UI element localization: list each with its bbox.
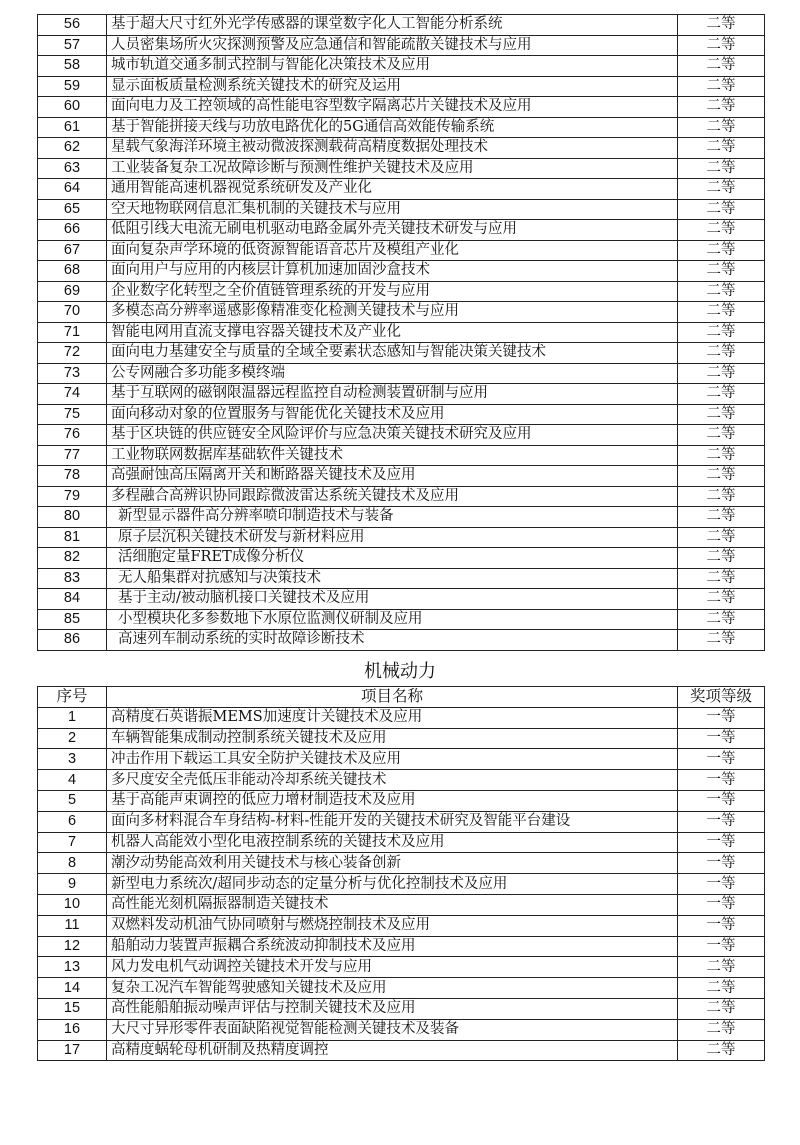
award-grade-cell: 二等 (678, 302, 765, 323)
table-row (38, 179, 765, 200)
award-grade-cell: 二等 (678, 322, 765, 343)
table-row (38, 936, 765, 957)
award-grade-cell: 一等 (678, 874, 765, 895)
award-grade-cell: 二等 (678, 158, 765, 179)
project-name-cell: 小型模块化多参数地下水原位监测仪研制及应用 (107, 609, 678, 630)
table-row (38, 404, 765, 425)
project-name-cell: 面向移动对象的位置服务与智能优化关键技术及应用 (107, 404, 678, 425)
table-row (38, 97, 765, 118)
table-row (38, 220, 765, 241)
serial-number-cell: 72 (38, 343, 107, 364)
award-grade-cell: 二等 (678, 998, 765, 1019)
serial-number-cell: 12 (38, 936, 107, 957)
project-name-cell: 潮汐动势能高效利用关键技术与核心装备创新 (107, 853, 678, 874)
serial-number-cell: 4 (38, 770, 107, 791)
serial-number-cell: 14 (38, 978, 107, 999)
serial-number-cell: 85 (38, 609, 107, 630)
award-grade-cell: 二等 (678, 1040, 765, 1061)
table-row (38, 240, 765, 261)
section-title-mechanical-power: 机械动力 (364, 661, 436, 682)
table-row (38, 384, 765, 405)
table-row (38, 343, 765, 364)
award-table-body (38, 15, 765, 651)
serial-number-cell: 86 (38, 630, 107, 651)
serial-number-cell: 17 (38, 1040, 107, 1061)
award-grade-cell: 二等 (678, 527, 765, 548)
table-row (38, 363, 765, 384)
project-name-cell: 企业数字化转型之全价值链管理系统的开发与应用 (107, 281, 678, 302)
serial-number-cell: 11 (38, 915, 107, 936)
table-row (38, 915, 765, 936)
serial-number-cell: 8 (38, 853, 107, 874)
award-grade-cell: 一等 (678, 707, 765, 728)
table-row (38, 894, 765, 915)
award-grade-cell: 二等 (678, 261, 765, 282)
table-row (38, 261, 765, 282)
project-name-cell: 高性能光刻机隔振器制造关键技术 (107, 894, 678, 915)
table-row (38, 527, 765, 548)
table-row (38, 978, 765, 999)
serial-number-cell: 16 (38, 1019, 107, 1040)
project-name-cell: 显示面板质量检测系统关键技术的研究及运用 (107, 76, 678, 97)
serial-number-cell: 66 (38, 220, 107, 241)
award-grade-cell: 二等 (678, 425, 765, 446)
serial-number-cell: 82 (38, 548, 107, 569)
serial-number-cell: 81 (38, 527, 107, 548)
table-row (38, 281, 765, 302)
award-grade-cell: 二等 (678, 957, 765, 978)
award-grade-cell: 一等 (678, 915, 765, 936)
project-name-cell: 高强耐蚀高压隔离开关和断路器关键技术及应用 (107, 466, 678, 487)
project-name-cell: 面向用户与应用的内核层计算机加速加固沙盒技术 (107, 261, 678, 282)
serial-number-cell: 83 (38, 568, 107, 589)
serial-number-cell: 59 (38, 76, 107, 97)
project-name-cell: 新型显示器件高分辨率喷印制造技术与装备 (107, 507, 678, 528)
project-name-cell: 高性能船舶振动噪声评估与控制关键技术及应用 (107, 998, 678, 1019)
project-name-cell: 面向多材料混合车身结构-材料-性能开发的关键技术研究及智能平台建设 (107, 811, 678, 832)
award-grade-cell: 二等 (678, 445, 765, 466)
table-row (38, 158, 765, 179)
table-row (38, 728, 765, 749)
table-row (38, 302, 765, 323)
project-name-cell: 原子层沉积关键技术研发与新材料应用 (107, 527, 678, 548)
serial-number-cell: 78 (38, 466, 107, 487)
project-name-cell: 基于高能声束调控的低应力增材制造技术及应用 (107, 790, 678, 811)
project-name-cell: 双燃料发动机油气协同喷射与燃烧控制技术及应用 (107, 915, 678, 936)
award-grade-cell: 二等 (678, 97, 765, 118)
award-grade-cell: 二等 (678, 220, 765, 241)
serial-number-cell: 70 (38, 302, 107, 323)
project-name-cell: 冲击作用下载运工具安全防护关键技术及应用 (107, 749, 678, 770)
project-name-cell: 面向复杂声学环境的低资源智能语音芯片及模组产业化 (107, 240, 678, 261)
serial-number-cell: 58 (38, 56, 107, 77)
award-grade-cell: 二等 (678, 978, 765, 999)
award-grade-cell: 二等 (678, 15, 765, 36)
award-grade-cell: 二等 (678, 486, 765, 507)
header-serial-number: 序号 (38, 687, 107, 708)
award-grade-cell: 一等 (678, 770, 765, 791)
project-name-cell: 新型电力系统次/超同步动态的定量分析与优化控制技术及应用 (107, 874, 678, 895)
table-row (38, 790, 765, 811)
header-award-grade: 奖项等级 (678, 687, 765, 708)
serial-number-cell: 10 (38, 894, 107, 915)
award-grade-cell: 一等 (678, 790, 765, 811)
project-name-cell: 高精度石英谐振MEMS加速度计关键技术及应用 (107, 707, 678, 728)
serial-number-cell: 75 (38, 404, 107, 425)
award-grade-cell: 一等 (678, 728, 765, 749)
table-row (38, 466, 765, 487)
serial-number-cell: 9 (38, 874, 107, 895)
table-row (38, 874, 765, 895)
award-grade-cell: 二等 (678, 199, 765, 220)
project-name-cell: 面向电力基建安全与质量的全域全要素状态感知与智能决策关键技术 (107, 343, 678, 364)
serial-number-cell: 76 (38, 425, 107, 446)
project-name-cell: 基于智能拼接天线与功放电路优化的5G通信高效能传输系统 (107, 117, 678, 138)
project-name-cell: 工业物联网数据库基础软件关键技术 (107, 445, 678, 466)
award-grade-cell: 二等 (678, 384, 765, 405)
serial-number-cell: 15 (38, 998, 107, 1019)
table-row (38, 56, 765, 77)
serial-number-cell: 74 (38, 384, 107, 405)
award-grade-cell: 二等 (678, 56, 765, 77)
table-row (38, 425, 765, 446)
project-name-cell: 无人船集群对抗感知与决策技术 (107, 568, 678, 589)
project-name-cell: 智能电网用直流支撑电容器关键技术及产业化 (107, 322, 678, 343)
award-grade-cell: 二等 (678, 35, 765, 56)
award-grade-cell: 一等 (678, 811, 765, 832)
project-name-cell: 基于互联网的磁钢限温器远程监控自动检测装置研制与应用 (107, 384, 678, 405)
header-project-name: 项目名称 (107, 687, 678, 708)
serial-number-cell: 57 (38, 35, 107, 56)
award-table-continued (37, 14, 765, 651)
award-grade-cell: 二等 (678, 343, 765, 364)
project-name-cell: 星载气象海洋环境主被动微波探测载荷高精度数据处理技术 (107, 138, 678, 159)
project-name-cell: 空天地物联网信息汇集机制的关键技术与应用 (107, 199, 678, 220)
award-grade-cell: 二等 (678, 1019, 765, 1040)
project-name-cell: 活细胞定量FRET成像分析仪 (107, 548, 678, 569)
table-row (38, 138, 765, 159)
project-name-cell: 通用智能高速机器视觉系统研发及产业化 (107, 179, 678, 200)
serial-number-cell: 77 (38, 445, 107, 466)
award-grade-cell: 二等 (678, 179, 765, 200)
table-row (38, 707, 765, 728)
table-row (38, 832, 765, 853)
award-grade-cell: 一等 (678, 894, 765, 915)
mechanical-power-table-body (38, 707, 765, 1061)
serial-number-cell: 2 (38, 728, 107, 749)
project-name-cell: 高速列车制动系统的实时故障诊断技术 (107, 630, 678, 651)
project-name-cell: 基于主动/被动脑机接口关键技术及应用 (107, 589, 678, 610)
table-row (38, 35, 765, 56)
award-grade-cell: 一等 (678, 936, 765, 957)
table-row (38, 749, 765, 770)
table-row (38, 322, 765, 343)
table-row (38, 199, 765, 220)
serial-number-cell: 1 (38, 707, 107, 728)
serial-number-cell: 5 (38, 790, 107, 811)
project-name-cell: 复杂工况汽车智能驾驶感知关键技术及应用 (107, 978, 678, 999)
serial-number-cell: 56 (38, 15, 107, 36)
serial-number-cell: 73 (38, 363, 107, 384)
serial-number-cell: 84 (38, 589, 107, 610)
award-grade-cell: 二等 (678, 466, 765, 487)
table-row (38, 445, 765, 466)
serial-number-cell: 13 (38, 957, 107, 978)
table-row (38, 1040, 765, 1061)
table-row (38, 957, 765, 978)
serial-number-cell: 80 (38, 507, 107, 528)
project-name-cell: 车辆智能集成制动控制系统关键技术及应用 (107, 728, 678, 749)
serial-number-cell: 71 (38, 322, 107, 343)
table-row (38, 630, 765, 651)
serial-number-cell: 63 (38, 158, 107, 179)
table-row (38, 76, 765, 97)
serial-number-cell: 60 (38, 97, 107, 118)
table-row (38, 770, 765, 791)
serial-number-cell: 68 (38, 261, 107, 282)
award-grade-cell: 二等 (678, 568, 765, 589)
award-grade-cell: 二等 (678, 240, 765, 261)
table-header-row (38, 687, 765, 708)
award-grade-cell: 一等 (678, 832, 765, 853)
table-row (38, 1019, 765, 1040)
table-row (38, 589, 765, 610)
project-name-cell: 大尺寸异形零件表面缺陷视觉智能检测关键技术及装备 (107, 1019, 678, 1040)
award-grade-cell: 二等 (678, 138, 765, 159)
project-name-cell: 工业装备复杂工况故障诊断与预测性维护关键技术及应用 (107, 158, 678, 179)
award-grade-cell: 二等 (678, 117, 765, 138)
serial-number-cell: 7 (38, 832, 107, 853)
project-name-cell: 高精度蜗轮母机研制及热精度调控 (107, 1040, 678, 1061)
table-row (38, 998, 765, 1019)
serial-number-cell: 6 (38, 811, 107, 832)
table-row (38, 811, 765, 832)
award-grade-cell: 一等 (678, 749, 765, 770)
mechanical-power-award-table (37, 686, 765, 1061)
award-grade-cell: 二等 (678, 76, 765, 97)
serial-number-cell: 61 (38, 117, 107, 138)
project-name-cell: 多程融合高辨识协同跟踪微波雷达系统关键技术及应用 (107, 486, 678, 507)
table-row (38, 548, 765, 569)
project-name-cell: 城市轨道交通多制式控制与智能化决策技术及应用 (107, 56, 678, 77)
award-grade-cell: 二等 (678, 363, 765, 384)
project-name-cell: 机器人高能效小型化电液控制系统的关键技术及应用 (107, 832, 678, 853)
table-row (38, 486, 765, 507)
project-name-cell: 低阻引线大电流无刷电机驱动电路金属外壳关键技术研发与应用 (107, 220, 678, 241)
project-name-cell: 多模态高分辨率遥感影像精准变化检测关键技术与应用 (107, 302, 678, 323)
award-grade-cell: 二等 (678, 507, 765, 528)
table-row (38, 117, 765, 138)
serial-number-cell: 3 (38, 749, 107, 770)
award-grade-cell: 一等 (678, 853, 765, 874)
award-grade-cell: 二等 (678, 589, 765, 610)
table-row (38, 568, 765, 589)
project-name-cell: 多尺度安全壳低压非能动冷却系统关键技术 (107, 770, 678, 791)
project-name-cell: 船舶动力装置声振耦合系统波动抑制技术及应用 (107, 936, 678, 957)
project-name-cell: 面向电力及工控领域的高性能电容型数字隔离芯片关键技术及应用 (107, 97, 678, 118)
project-name-cell: 基于超大尺寸红外光学传感器的课堂数字化人工智能分析系统 (107, 15, 678, 36)
serial-number-cell: 79 (38, 486, 107, 507)
serial-number-cell: 65 (38, 199, 107, 220)
serial-number-cell: 64 (38, 179, 107, 200)
award-grade-cell: 二等 (678, 281, 765, 302)
project-name-cell: 基于区块链的供应链安全风险评价与应急决策关键技术研究及应用 (107, 425, 678, 446)
table-row (38, 853, 765, 874)
serial-number-cell: 69 (38, 281, 107, 302)
project-name-cell: 公专网融合多功能多模终端 (107, 363, 678, 384)
table-row (38, 15, 765, 36)
table-row (38, 507, 765, 528)
award-grade-cell: 二等 (678, 609, 765, 630)
serial-number-cell: 67 (38, 240, 107, 261)
project-name-cell: 人员密集场所火灾探测预警及应急通信和智能疏散关键技术与应用 (107, 35, 678, 56)
serial-number-cell: 62 (38, 138, 107, 159)
award-grade-cell: 二等 (678, 404, 765, 425)
award-grade-cell: 二等 (678, 548, 765, 569)
award-grade-cell: 二等 (678, 630, 765, 651)
table-row (38, 609, 765, 630)
project-name-cell: 风力发电机气动调控关键技术开发与应用 (107, 957, 678, 978)
